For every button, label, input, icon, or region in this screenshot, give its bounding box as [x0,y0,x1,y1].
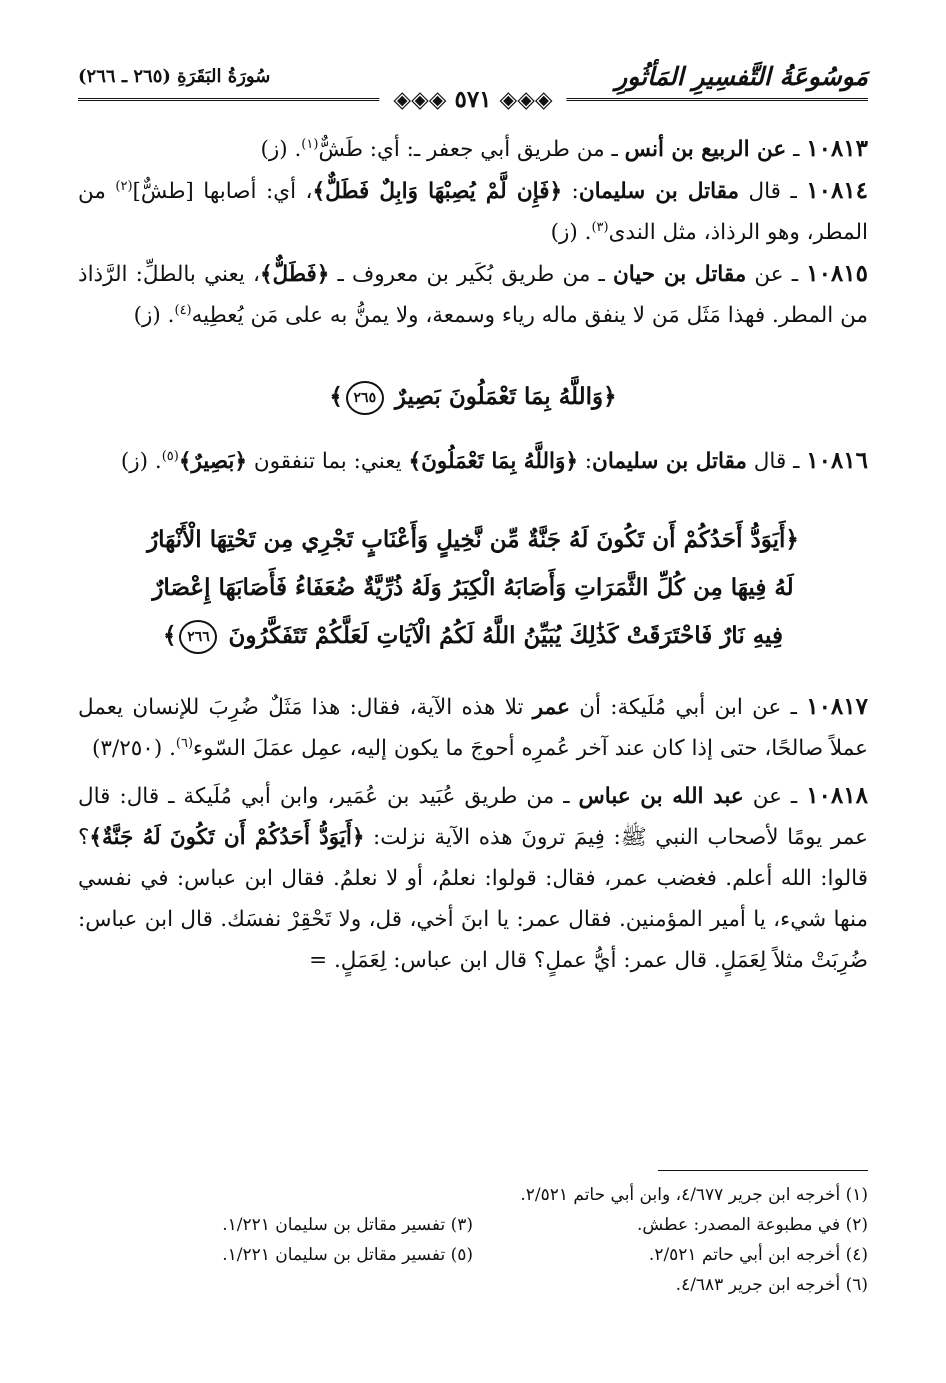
entry-10814 [78,170,868,253]
surah-label: سُورَةُ البَقَرَةِ (٢٦٥ ـ ٢٦٦) [78,66,271,87]
footnote-row [78,1210,868,1240]
verse-line: ﴿أَيَوَدُّ أَحَدُكُمْ أَن تَكُونَ لَهُ جَنَّةٌ مِّن نَّخِيلٍ وَأَعْنَابٍ تَجْرِي مِن تَحْتِهَا الْأَنْهَارُ [147,526,799,553]
footnote-3: (٣) تفسير مقاتل بن سليمان ١/٢٢١. [222,1215,473,1235]
quran-quote: ﴿بَصِيرٌ﴾ [178,449,248,474]
footnote-ref: (٣) [591,219,609,235]
verse-close-bracket: ﴾ [162,622,177,649]
entry-text: من المطر، وهو الرذاذ، مثل الندى [78,179,868,245]
entry-number: ١٠٨١٥ [806,260,868,287]
ayah-number-marker: ٢٦٦ [179,620,217,654]
quran-quote: ﴿وَاللَّهُ بِمَا تَعْمَلُونَ﴾ [408,449,578,474]
quran-quote: ﴿فَإِن لَّمْ يُصِبْهَا وَابِلٌ فَطَلٌّ﴾ [312,179,563,204]
footnote-ref: (١) [301,136,319,152]
verse-text: ﴿وَاللَّهُ بِمَا تَعْمَلُونَ بَصِيرٌ [394,383,617,410]
main-text [78,128,868,981]
entry-number: ١٠٨١٤ [806,177,869,204]
narrator-name: عمر [532,695,570,720]
footnote-2: (٢) في مطبوعة المصدر: عطش. [636,1215,868,1235]
entry-10815 [78,253,868,336]
page-number: ◈◈◈ ٥٧١ ◈◈◈ [379,86,566,113]
entry-text: ـ من طريق عُبَيد بن عُمَير، وابن أبي مُلَيكة ـ قال: قال عمر يومًا لأصحاب النبي ﷺ: فِيمَ ترونَ هذه الآية نزلت: [78,784,868,850]
narrator-name: مقاتل بن سليمان [592,449,747,474]
entry-text: ؟ قالوا: الله أعلم. فغضب عمر، فقال: قولوا: نعلمُ، أو لا نعلمُ. فقال ابن عباس: في نفسي منها شيء، يا أمير المؤمنين. فقال عمر: يا ابنَ أخي، قل، ولا تَحْقِرْ نفسَك. قال ابن عباس: ضُرِبَتْ مثلاً لِعَمَلٍ. قال عمر: أيُّ عملٍ؟ قال ابن عباس: لِعَمَلٍ. = [78,825,868,973]
footnote-separator [658,1170,868,1171]
entry-number: ١٠٨١٣ [806,135,868,162]
footnote-4: (٤) أخرجه ابن أبي حاتم ٢/٥٢١. [648,1245,868,1265]
footnote-row [78,1270,868,1300]
narrator-name: عن الربيع بن أنس [624,137,787,162]
verse-265 [78,374,868,420]
footnote-row [78,1180,868,1210]
entry-10817 [78,686,868,769]
footnote-row [78,1240,868,1270]
entry-text: ـ عن ابن أبي مُلَيكة: أن [569,695,807,720]
entry-text: تلا هذه الآية، فقال: هذا مَثَلٌ ضُرِبَ للإنسان يعمل عملاً صالحًا، حتى إذا كان عند آخر عُمرِه أحوجَ ما يكون إليه، عمِل عمَلَ السّوء [78,695,868,761]
footnote-ref: (٦) [175,735,194,751]
verse-line: لَهُ فِيهَا مِن كُلِّ الثَّمَرَاتِ وَأَصَابَهُ الْكِبَرُ وَلَهُ ذُرِّيَّةٌ ضُعَفَاءُ فَأَصَابَهَا إِعْصَارٌ [152,574,794,601]
verse-text: فِيهِ نَارٌ فَاحْتَرَقَتْ كَذَٰلِكَ يُبَيِّنُ اللَّهُ لَكُمُ الْآيَاتِ لَعَلَّكُمْ تَتَفَكَّرُونَ [228,622,783,649]
footnote-ref: (٤) [174,302,192,318]
entry-number: ١٠٨١٧ [806,693,868,720]
entry-number: ١٠٨١٨ [806,782,868,809]
footnote-ref: (٥) [161,448,179,464]
narrator-name: مقاتل بن حيان [612,262,747,287]
entry-text: ـ قال [739,179,807,204]
quran-quote: ﴿أَيَوَدُّ أَحَدُكُمْ أَن تَكُونَ لَهُ جَنَّةٌ﴾ [89,825,365,850]
entry-text: . (ز) [133,303,175,328]
footnote-ref: (٢) [115,178,133,194]
page-number-value: ٥٧١ [454,86,492,113]
entry-text: : [577,449,593,474]
entry-text: . (٣/٢٥٠) [92,736,176,761]
verse-266 [88,516,858,660]
footnote-6: (٦) أخرجه ابن جرير ٤/٦٨٣. [675,1275,868,1295]
entry-text: ـ [786,137,807,162]
entry-text: ، أي: أصابها [طشٌّ] [132,179,313,204]
entry-text: ـ عن [743,784,807,809]
narrator-name: عبد الله بن عباس [578,784,744,809]
book-title: مَوسُوعَةُ التَّفسِيرِ المَأثُورِ [615,62,868,91]
footnote-5: (٥) تفسير مقاتل بن سليمان ١/٢٢١. [222,1245,473,1265]
entry-text: ـ من طريق بُكَير بن معروف ـ [329,262,613,287]
verse-close-bracket: ﴾ [329,383,343,410]
entry-text: ـ عن [746,262,807,287]
verse-line [88,612,858,660]
narrator-name: مقاتل بن سليمان [578,179,740,204]
entry-text: . (ز) [550,220,592,245]
entry-text: : [562,179,579,204]
page-header [78,56,868,116]
entry-10813 [78,128,868,170]
entry-10818 [78,775,868,981]
entry-text: ، يعني بالطلِّ: الرَّذاذ من المطر. فهذا مَثَل مَن لا ينفق ماله رياء وسمعة، ولا يمنُّ به على مَن يُعطِيه [78,262,868,328]
entry-text: يعني: بما تنفقون [247,449,409,474]
quran-quote: ﴿فَطَلٌّ﴾ [259,262,330,287]
entry-text: ـ من طريق أبي جعفر ـ: أي: طَشٌّ [318,137,625,162]
footnote-1: (١) أخرجه ابن جرير ٤/٦٧٧، وابن أبي حاتم ٢/٥٢١. [520,1185,868,1205]
entry-text: . (ز) [260,137,302,162]
entry-number: ١٠٨١٦ [806,447,868,474]
entry-text: ـ قال [746,449,807,474]
entry-text: . (ز) [120,449,162,474]
ayah-number-marker: ٢٦٥ [346,381,384,415]
footnotes [78,1180,868,1300]
entry-10816 [78,440,868,482]
